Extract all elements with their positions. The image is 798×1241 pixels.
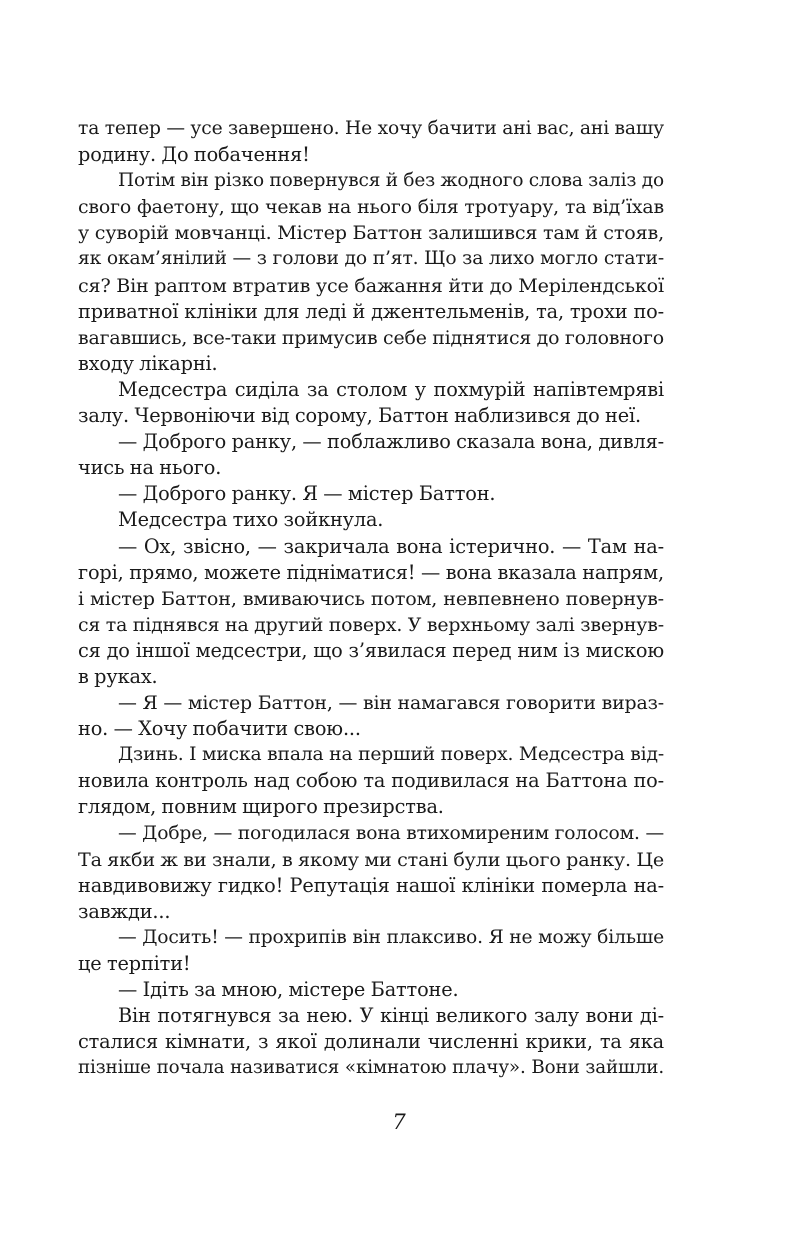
- text-line: — Доброго ранку, — поблажливо сказала вона, дивля-: [118, 430, 664, 454]
- text-line: — Доброго ранку. Я — містер Баттон.: [118, 482, 496, 506]
- text-line: як окам’янілий — з голови до п’ят. Що за лихо могло стати-: [78, 248, 664, 270]
- text-line: ся до іншої медсестри, що з’явилася перед ним із мискою: [78, 638, 664, 662]
- text-line: родину. До побачення!: [78, 143, 310, 167]
- text-line: Та якби ж ви знали, в якому ми стані були цього ранку. Це: [78, 847, 664, 871]
- text-line: сталися кімнати, з якої долинали численні крики, та яка: [78, 1030, 664, 1054]
- text-line: Він потягнувся за нею. У кінці великого залу вони ді-: [118, 1004, 664, 1028]
- text-line: і містер Баттон, вмиваючись потом, невпевнено повернув-: [78, 586, 664, 610]
- text-line: ся? Він раптом втратив усе бажання йти до Мерілендської: [78, 273, 664, 297]
- text-line: чись на нього.: [78, 456, 222, 480]
- text-line: залу. Червоніючи від сорому, Баттон наблизився до неї.: [78, 404, 642, 428]
- text-line: в руках.: [78, 664, 158, 688]
- text-line: входу лікарні.: [78, 351, 218, 375]
- text-line: завжди...: [78, 899, 171, 923]
- text-line: та тепер — усе завершено. Не хочу бачити ані вас, ані вашу: [78, 118, 664, 139]
- text-line: Дзинь. І миска впала на перший поверх. Медсестра від-: [118, 744, 664, 766]
- text-line: — Досить! — прохрипів він плаксиво. Я не можу більше: [118, 926, 664, 948]
- text-line: Потім він різко повернувся й без жодного слова заліз до: [118, 170, 664, 192]
- body-text: [78, 116, 664, 1081]
- text-line: пізніше почала називатися «кімнатою плачу». Вони зайшли.: [78, 1057, 664, 1079]
- text-line: — Добре, — погодилася вона втихомиреним голосом. —: [118, 822, 664, 844]
- page-number: 7: [392, 1110, 406, 1134]
- text-line: новила контроль над собою та подивилася на Баттона по-: [78, 769, 664, 793]
- text-line: у суворій мовчанці. Містер Баттон залишився там й стояв,: [78, 221, 664, 245]
- text-line: це терпіти!: [78, 952, 191, 975]
- text-line: вагавшись, все-таки примусив себе піднятися до головного: [78, 326, 664, 349]
- text-line: Медсестра тихо зойкнула.: [118, 508, 384, 532]
- text-line: — Я — містер Баттон, — він намагався говорити вираз-: [118, 692, 664, 715]
- text-line: но. — Хочу побачити свою...: [78, 717, 361, 741]
- text-line: свого фаетону, що чекав на нього біля тротуару, та від’їхав: [78, 196, 664, 219]
- text-line: навдивовижу гидко! Репутація нашої клініки померла на-: [78, 873, 664, 897]
- text-line: Медсестра сиділа за столом у похмурій напівтемряві: [118, 377, 664, 401]
- text-line: глядом, повним щирого презирства.: [78, 795, 444, 819]
- text-line: ся та піднявся на другий поверх. У верхньому залі звернув-: [78, 613, 664, 636]
- text-line: — Ох, звісно, — закричала вона істерично. — Там на-: [118, 534, 664, 558]
- text-line: горі, прямо, можете підніматися! — вона вказала напрям,: [78, 560, 664, 584]
- text-line: — Ідіть за мною, містере Баттоне.: [118, 978, 459, 1002]
- text-line: приватної клініки для леді й джентельменів, та, трохи по-: [78, 299, 664, 323]
